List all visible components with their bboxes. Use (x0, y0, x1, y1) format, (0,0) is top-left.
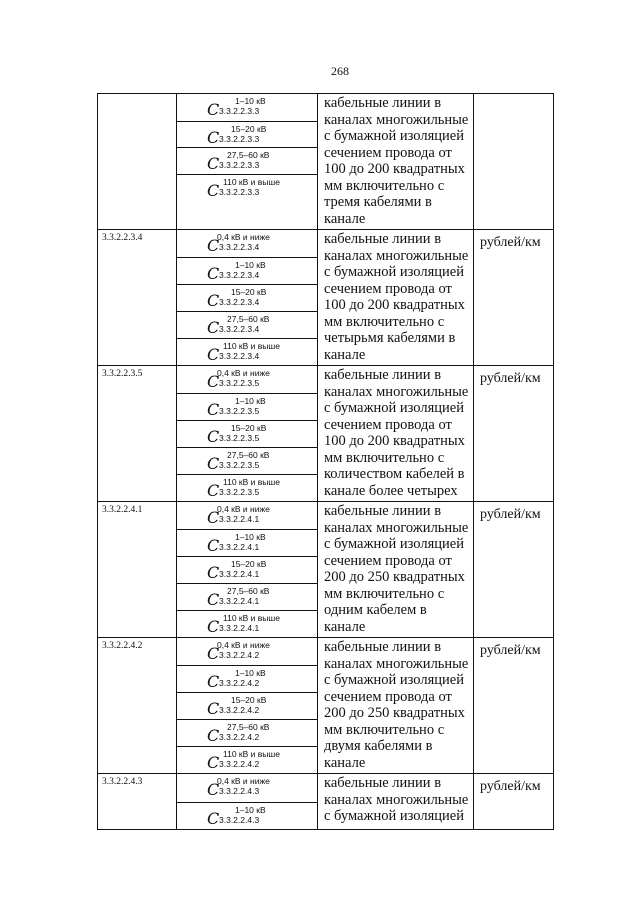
formula-row (177, 393, 317, 420)
formula-voltage-class: 27,5–60 кВ (227, 722, 270, 732)
tariff-formula (207, 693, 287, 719)
formula-row (177, 474, 317, 501)
formula-row (177, 147, 317, 174)
formula-cell (177, 230, 318, 366)
formula-index: 3.3.2.2.3.4 (219, 270, 260, 280)
row-description: кабельные линии в каналах многожильные с бумажной изоляцией сечением провода от 200 до 250 квадратных мм включительно с одним кабелем в канале (318, 502, 474, 638)
formula-index: 3.3.2.2.3.3 (219, 106, 260, 116)
formula-voltage-class: 27,5–60 кВ (227, 586, 270, 596)
formula-voltage-class: 1–10 кВ (235, 96, 266, 106)
row-unit: рублей/км (474, 230, 554, 366)
tariff-formula (207, 720, 287, 746)
tariff-formula (207, 230, 287, 257)
formula-row (177, 556, 317, 583)
formula-symbol: C (207, 590, 220, 609)
formula-symbol: C (207, 318, 220, 337)
tariff-formula (207, 448, 287, 474)
formula-index: 3.3.2.2.4.2 (219, 678, 260, 688)
formula-row (177, 174, 317, 201)
formula-row (177, 610, 317, 637)
formula-voltage-class: 110 кВ и выше (223, 613, 280, 623)
tariff-formula (207, 94, 287, 121)
formula-voltage-class: 110 кВ и выше (223, 477, 280, 487)
formula-row (177, 529, 317, 556)
tariff-formula (207, 803, 287, 830)
formula-index: 3.3.2.2.4.1 (219, 542, 260, 552)
formula-symbol: C (207, 264, 220, 283)
tariff-formula (207, 175, 287, 201)
formula-voltage-class: 0,4 кВ и ниже (217, 368, 270, 378)
formula-symbol: C (207, 563, 220, 582)
formula-symbol: C (207, 617, 220, 636)
formula-symbol: C (207, 100, 220, 119)
row-unit (474, 94, 554, 230)
formula-symbol: C (207, 236, 220, 255)
formula-voltage-class: 15–20 кВ (231, 423, 267, 433)
formula-symbol: C (207, 154, 220, 173)
formula-index: 3.3.2.2.4.1 (219, 569, 260, 579)
formula-row (177, 447, 317, 474)
formula-voltage-class: 110 кВ и выше (223, 176, 280, 187)
row-unit: рублей/км (474, 774, 554, 830)
formula-index: 3.3.2.2.4.3 (219, 786, 260, 796)
tariff-formula (207, 557, 287, 583)
tariff-formula (207, 747, 287, 773)
formula-symbol: C (207, 372, 220, 391)
tariff-formula (207, 339, 287, 365)
formula-voltage-class: 27,5–60 кВ (227, 150, 270, 160)
formula-voltage-class: 1–10 кВ (235, 804, 266, 815)
formula-row (177, 502, 317, 529)
formula-cell (177, 502, 318, 638)
formula-voltage-class: 27,5–60 кВ (227, 314, 270, 324)
formula-row (177, 665, 317, 692)
formula-row (177, 94, 317, 121)
formula-row (177, 583, 317, 610)
formula-index: 3.3.2.2.3.5 (219, 406, 260, 416)
table-row (98, 366, 554, 502)
row-code (98, 94, 177, 230)
formula-row (177, 692, 317, 719)
tariff-formula (207, 312, 287, 338)
formula-symbol: C (207, 291, 220, 310)
formula-symbol: C (207, 536, 220, 555)
formula-symbol: C (207, 127, 220, 147)
formula-index: 3.3.2.2.3.4 (219, 351, 260, 361)
formula-row (177, 257, 317, 284)
row-unit: рублей/км (474, 502, 554, 638)
tariff-formula (207, 394, 287, 420)
formula-symbol: C (207, 672, 220, 691)
formula-voltage-class: 15–20 кВ (231, 287, 267, 297)
tariff-formula (207, 122, 287, 148)
row-description: кабельные линии в каналах многожильные с бумажной изоляцией сечением провода от 200 до 250 квадратных мм включительно с двумя кабелями в канале (318, 638, 474, 774)
tariff-formula (207, 584, 287, 610)
row-description: кабельные линии в каналах многожильные с бумажной изоляцией сечением провода от 100 до 200 квадратных мм включительно с количеством кабелей в канале более четырех (318, 366, 474, 502)
formula-index: 3.3.2.2.3.5 (219, 487, 260, 497)
formula-index: 3.3.2.2.3.4 (219, 324, 260, 334)
formula-index: 3.3.2.2.3.5 (219, 433, 260, 443)
formula-index: 3.3.2.2.4.3 (219, 814, 260, 825)
formula-voltage-class: 110 кВ и выше (223, 749, 280, 759)
formula-symbol: C (207, 180, 220, 200)
formula-index: 3.3.2.2.3.5 (219, 460, 260, 470)
formula-symbol: C (207, 427, 220, 446)
table-row (98, 94, 554, 230)
formula-symbol: C (207, 699, 220, 718)
table-row (98, 502, 554, 638)
tariff-table (97, 93, 554, 830)
formula-index: 3.3.2.2.4.2 (219, 650, 260, 660)
formula-row (177, 746, 317, 773)
formula-row (177, 638, 317, 665)
formula-index: 3.3.2.2.4.1 (219, 623, 260, 633)
row-description: кабельные линии в каналах многожильные с бумажной изоляцией (318, 774, 474, 830)
formula-voltage-class: 1–10 кВ (235, 260, 266, 270)
formula-row (177, 338, 317, 365)
formula-symbol: C (207, 508, 220, 527)
formula-index: 3.3.2.2.3.3 (219, 160, 260, 170)
formula-index: 3.3.2.2.3.3 (219, 186, 260, 197)
formula-cell (177, 638, 318, 774)
table-row (98, 230, 554, 366)
tariff-formula (207, 502, 287, 529)
formula-voltage-class: 0,4 кВ и ниже (217, 504, 270, 514)
formula-index: 3.3.2.2.4.2 (219, 705, 260, 715)
tariff-formula (207, 285, 287, 311)
page-number: 268 (331, 64, 349, 78)
row-code: 3.3.2.2.3.4 (98, 230, 177, 366)
tariff-formula (207, 148, 287, 174)
tariff-formula (207, 475, 287, 501)
tariff-formula (207, 611, 287, 637)
formula-voltage-class: 15–20 кВ (231, 559, 267, 569)
formula-symbol: C (207, 644, 220, 663)
row-description: кабельные линии в каналах многожильные с бумажной изоляцией сечением провода от 100 до 200 квадратных мм включительно с тремя кабелями в канале (318, 94, 474, 230)
formula-voltage-class: 0,4 кВ и ниже (217, 232, 270, 242)
formula-symbol: C (207, 400, 220, 419)
formula-row (177, 311, 317, 338)
table-row (98, 638, 554, 774)
tariff-formula (207, 366, 287, 393)
row-unit: рублей/км (474, 638, 554, 774)
formula-row (177, 420, 317, 447)
formula-cell (177, 366, 318, 502)
formula-voltage-class: 15–20 кВ (231, 123, 267, 134)
formula-row (177, 121, 317, 148)
formula-row (177, 366, 317, 393)
tariff-formula (207, 530, 287, 556)
tariff-formula (207, 258, 287, 284)
formula-voltage-class: 0,4 кВ и ниже (217, 640, 270, 650)
formula-index: 3.3.2.2.4.1 (219, 596, 260, 606)
formula-symbol: C (207, 454, 220, 473)
tariff-formula (207, 638, 287, 665)
formula-row (177, 774, 317, 802)
formula-symbol: C (207, 481, 220, 500)
tariff-formula (207, 774, 287, 802)
formula-row (177, 802, 317, 830)
row-code: 3.3.2.2.4.3 (98, 774, 177, 830)
formula-symbol: C (207, 345, 220, 364)
row-code: 3.3.2.2.4.2 (98, 638, 177, 774)
row-code: 3.3.2.2.3.5 (98, 366, 177, 502)
formula-voltage-class: 110 кВ и выше (223, 341, 280, 351)
formula-voltage-class: 15–20 кВ (231, 695, 267, 705)
table-body (98, 94, 554, 830)
formula-row (177, 284, 317, 311)
formula-voltage-class: 1–10 кВ (235, 396, 266, 406)
formula-voltage-class: 27,5–60 кВ (227, 450, 270, 460)
row-code: 3.3.2.2.4.1 (98, 502, 177, 638)
formula-voltage-class: 0,4 кВ и ниже (217, 776, 270, 786)
formula-cell (177, 94, 318, 230)
formula-symbol: C (207, 753, 220, 772)
formula-index: 3.3.2.2.4.2 (219, 732, 260, 742)
formula-symbol: C (207, 726, 220, 745)
formula-index: 3.3.2.2.4.1 (219, 514, 260, 524)
formula-index: 3.3.2.2.3.4 (219, 297, 260, 307)
formula-index: 3.3.2.2.3.3 (219, 133, 260, 144)
formula-voltage-class: 1–10 кВ (235, 668, 266, 678)
table-row (98, 774, 554, 830)
formula-symbol: C (207, 808, 220, 828)
formula-index: 3.3.2.2.4.2 (219, 759, 260, 769)
formula-symbol: C (207, 780, 220, 799)
tariff-formula (207, 666, 287, 692)
formula-cell (177, 774, 318, 830)
row-unit: рублей/км (474, 366, 554, 502)
tariff-formula (207, 421, 287, 447)
formula-voltage-class: 1–10 кВ (235, 532, 266, 542)
formula-index: 3.3.2.2.3.4 (219, 242, 260, 252)
formula-index: 3.3.2.2.3.5 (219, 378, 260, 388)
formula-row (177, 230, 317, 257)
formula-row (177, 719, 317, 746)
row-description: кабельные линии в каналах многожильные с бумажной изоляцией сечением провода от 100 до 200 квадратных мм включительно с четырьмя кабелями в канале (318, 230, 474, 366)
